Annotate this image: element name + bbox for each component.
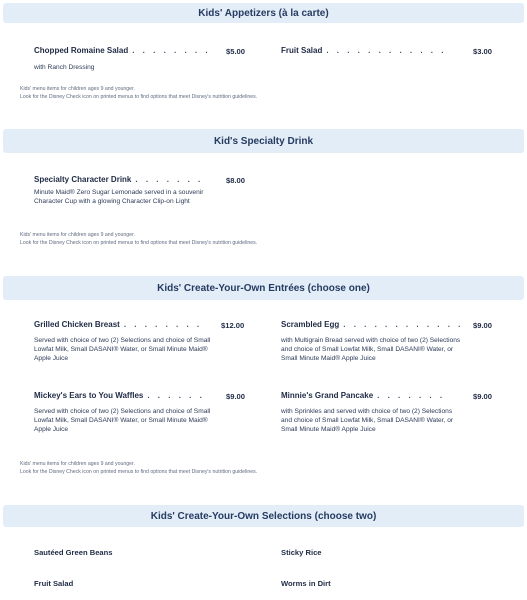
- drink-title: Kid's Specialty Drink: [213, 135, 314, 147]
- menu-item-name: Minnie's Grand Pancake . . . . . . .: [281, 391, 446, 400]
- menu-item-name: Scrambled Egg . . . . . . . . . . . .: [281, 320, 464, 329]
- selection-item: Sticky Rice: [281, 548, 322, 557]
- menu-item-price: $9.00: [473, 392, 493, 401]
- menu-item-price: $9.00: [226, 392, 246, 401]
- age-note: Kids' menu items for children ages 9 and younger.: [20, 232, 135, 238]
- entrees-header: [3, 276, 524, 300]
- menu-item-description: with Multigrain Bread served with choice of two (2) Selections and choice of Small Lowfat Milk, Small DASANI® Water, or Small Minute Maid® Apple Juice: [281, 337, 461, 363]
- appetizers-header: [3, 3, 524, 23]
- menu-item-price: $12.00: [221, 321, 245, 330]
- menu-item-price: $9.00: [473, 321, 493, 330]
- menu-item-price: $5.00: [226, 47, 246, 56]
- menu-item-description: with Ranch Dressing: [34, 64, 95, 71]
- appetizers-title: Kids' Appetizers (à la carte): [198, 7, 329, 19]
- disney-check-note: Look for the Disney Check icon on printed menus to find options that meet Disney's nutrition guidelines.: [20, 240, 258, 246]
- disney-check-note: Look for the Disney Check icon on printed menus to find options that meet Disney's nutrition guidelines.: [20, 469, 258, 475]
- selections-title: Kids' Create-Your-Own Selections (choose two): [150, 510, 377, 522]
- menu-item-name: Grilled Chicken Breast . . . . . . . .: [34, 320, 203, 329]
- selections-header: [3, 505, 524, 527]
- menu-item-description: Served with choice of two (2) Selections and choice of Small Lowfat Milk, Small DASANI® Water, or Small Minute Maid® Apple Juice: [34, 337, 211, 363]
- menu-item-name: Mickey's Ears to You Waffles . . . . . .: [34, 391, 205, 400]
- age-note: Kids' menu items for children ages 9 and younger.: [20, 86, 135, 92]
- age-note: Kids' menu items for children ages 9 and younger.: [20, 461, 135, 467]
- menu-item-description: Minute Maid® Zero Sugar Lemonade served in a souvenir Character Cup with a glowing Character Clip-on Light: [34, 189, 204, 206]
- selection-item: Worms in Dirt: [281, 579, 331, 588]
- menu-item-price: $8.00: [226, 176, 246, 185]
- menu-item-name: Specialty Character Drink . . . . . . .: [34, 175, 204, 184]
- entrees-title: Kids' Create-Your-Own Entrées (choose one): [157, 282, 370, 294]
- selection-item: Fruit Salad: [34, 579, 74, 588]
- menu-item-name: Chopped Romaine Salad . . . . . . . .: [34, 46, 211, 55]
- drink-header: [3, 129, 524, 153]
- disney-check-note: Look for the Disney Check icon on printed menus to find options that meet Disney's nutrition guidelines.: [20, 94, 258, 100]
- menu-item-name: Fruit Salad . . . . . . . . . . . .: [281, 46, 447, 55]
- selection-item: Sautéed Green Beans: [34, 548, 113, 557]
- menu-item-price: $3.00: [473, 47, 493, 56]
- menu-item-description: with Sprinkles and served with choice of two (2) Selections and choice of Small Lowfat Milk, Small DASANI® Water, or Small Minute Maid® Apple Juice: [281, 408, 454, 434]
- menu-item-description: Served with choice of two (2) Selections and choice of Small Lowfat Milk, Small DASANI® Water, or Small Minute Maid® Apple Juice: [34, 408, 211, 434]
